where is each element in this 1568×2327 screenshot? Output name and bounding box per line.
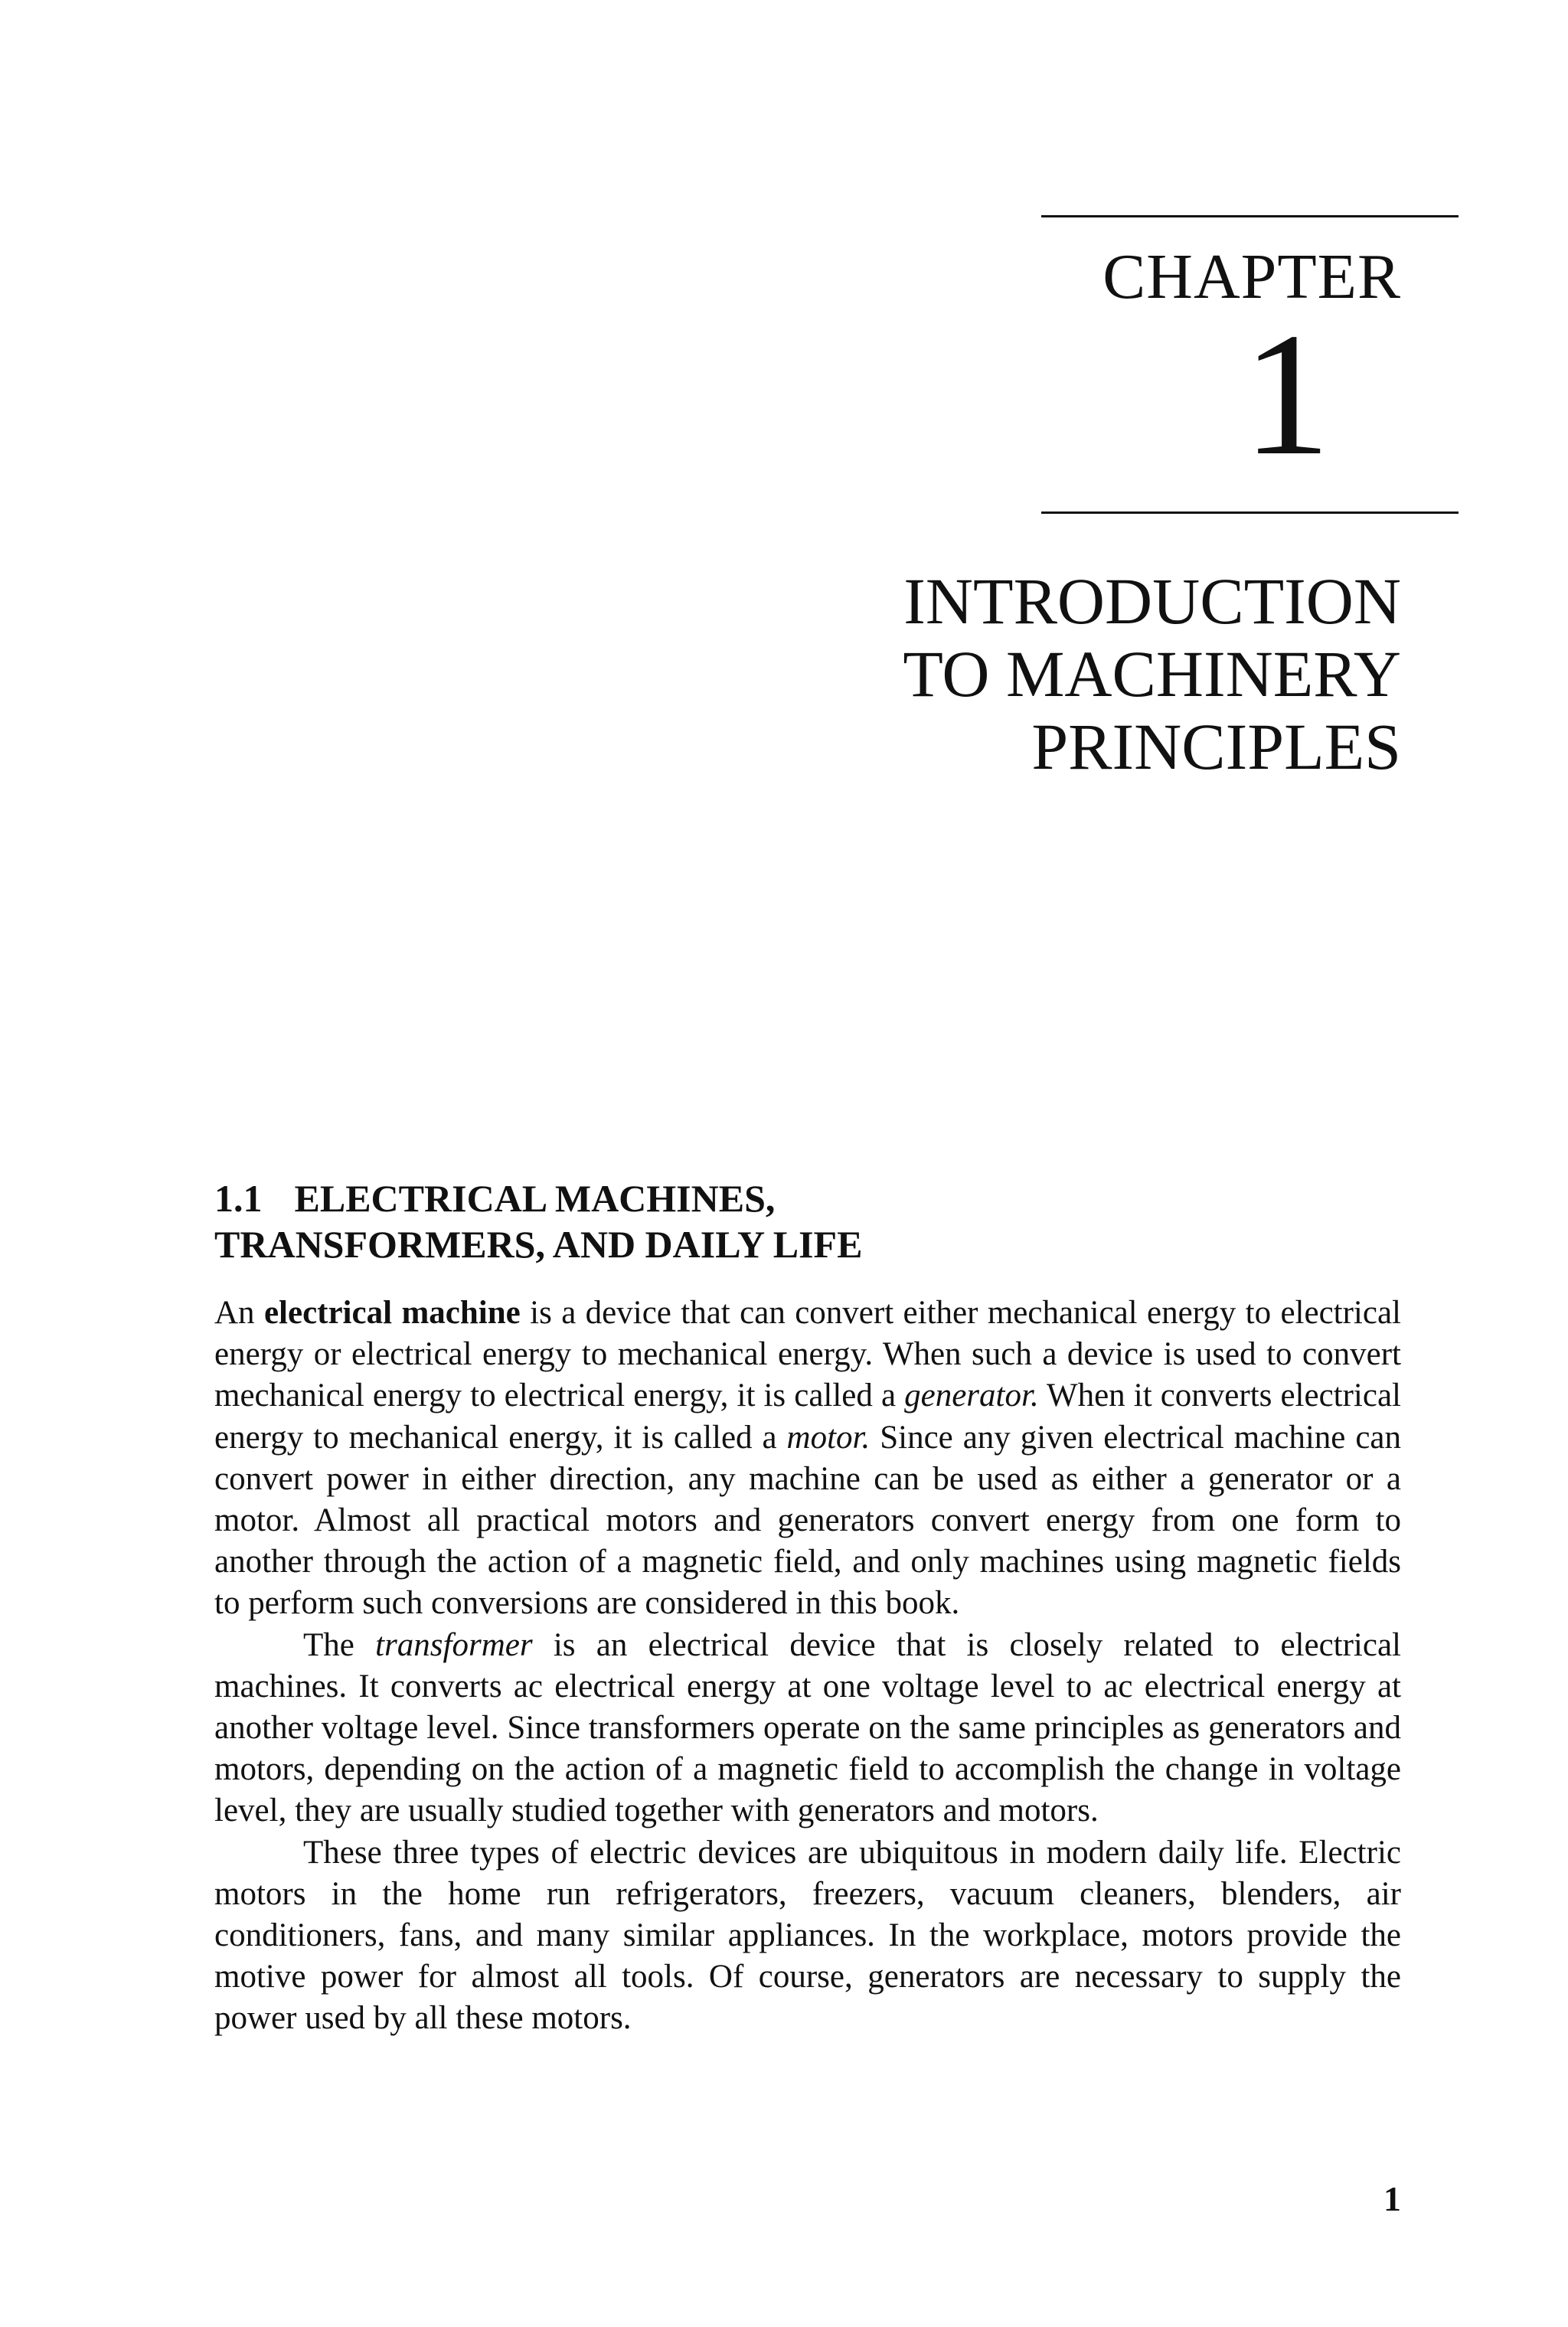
body-text	[214, 1293, 1401, 2040]
p1-lead: An	[214, 1295, 264, 1331]
chapter-title-line-1: INTRODUCTION	[903, 564, 1401, 638]
page-number: 1	[1383, 2179, 1401, 2218]
chapter-rule-top	[1041, 215, 1459, 217]
p1-term-generator: generator.	[904, 1378, 1039, 1414]
paragraph-3: These three types of electric devices are ubiquitous in modern daily life. Electric motors in the home run refrigerators, freezers, vacuum cleaners, blenders, air conditioners, fans, and many similar appliances. In the workplace, motors provide the motive power for almost all tools. Of course, generators are necessary to supply the power used by all these motors.	[214, 1834, 1401, 2037]
section-title-line-1: ELECTRICAL MACHINES,	[294, 1177, 776, 1220]
p1-text-1: is a device that can convert either mechanical energy to electrical energy or electrical energy to mechanical energy. When such a device is used to convert mechanical energy to electrical energy, it is called a	[214, 1295, 1401, 1414]
chapter-rule-bottom	[1041, 511, 1459, 514]
p2-lead: The	[303, 1626, 376, 1663]
p1-text-2: When it converts electrical energy to mechanical energy, it is called a	[214, 1378, 1401, 1456]
p1-term-motor: motor.	[786, 1419, 871, 1456]
p1-text-3: Since any given electrical machine can convert power in either direction, any machine can be used as either a generator or a motor. Almost all practical motors and generators convert energy from one form to another through the action of a magnetic field, and only machines using magnetic fields to perform such conversions are considered in this book.	[214, 1419, 1401, 1622]
chapter-title	[903, 565, 1401, 783]
p2-text: is an electrical device that is closely related to electrical machines. It converts ac electrical energy at one voltage level to ac electrical energy at another voltage level. Since transformers operate on the same principles as generators and motors, depending on the action of a magnetic field to accomplish the change in voltage level, they are usually studied together with generators and motors.	[214, 1626, 1401, 1829]
section-heading-line-1	[214, 1175, 862, 1221]
chapter-title-line-3: PRINCIPLES	[1031, 710, 1401, 783]
chapter-title-line-2: TO MACHINERY	[903, 637, 1401, 711]
p2-term-transformer: transformer	[375, 1626, 533, 1663]
section-title-line-2: TRANSFORMERS, AND DAILY LIFE	[214, 1223, 863, 1266]
paragraph-2	[214, 1625, 1401, 1832]
p1-term-electrical-machine: electrical machine	[263, 1295, 521, 1331]
chapter-label: CHAPTER	[1102, 241, 1401, 312]
section-number: 1.1	[214, 1177, 263, 1220]
section-heading	[214, 1175, 862, 1267]
paragraph-1	[214, 1293, 1401, 1625]
chapter-number: 1	[1243, 296, 1331, 492]
